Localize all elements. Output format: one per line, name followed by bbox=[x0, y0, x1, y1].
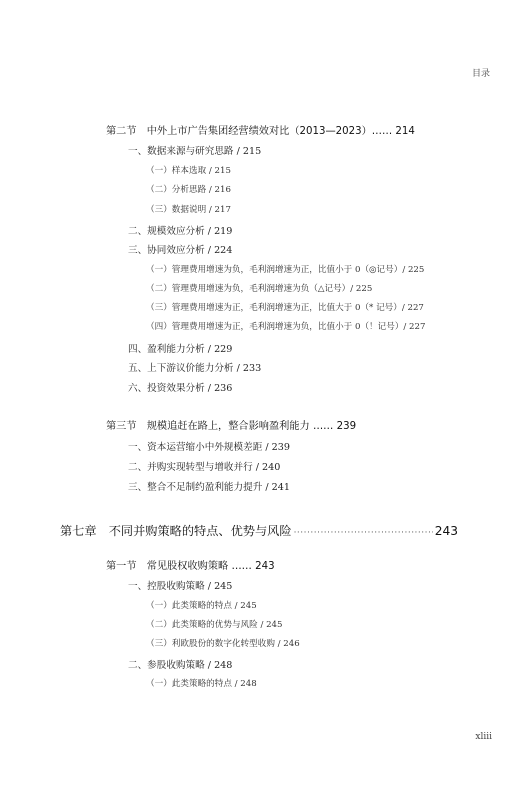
toc-item[interactable]: 五、上下游议价能力分析 / 233 bbox=[128, 363, 262, 374]
toc-subitem[interactable]: （三）利欧股份的数字化转型收购 / 246 bbox=[146, 639, 300, 649]
chapter-title: 第七章 不同并购策略的特点、优势与风险 bbox=[60, 524, 292, 538]
toc-item[interactable]: 一、资本运营缩小中外规模差距 / 239 bbox=[128, 442, 290, 453]
toc-item[interactable]: 二、参股收购策略 / 248 bbox=[128, 660, 233, 671]
chapter-page: 243 bbox=[434, 524, 458, 538]
page-number: xliii bbox=[475, 732, 492, 742]
toc-subitem[interactable]: （一）此类策略的特点 / 245 bbox=[146, 601, 257, 611]
toc-chapter-7[interactable] bbox=[60, 522, 458, 539]
toc-item[interactable]: 三、协同效应分析 / 224 bbox=[128, 245, 233, 256]
toc-section-3[interactable]: 第三节 规模追赶在路上，整合影响盈利能力 …… 239 bbox=[106, 421, 357, 432]
toc-subitem[interactable]: （二）此类策略的优势与风险 / 245 bbox=[146, 620, 283, 630]
toc-item[interactable]: 三、整合不足制约盈利能力提升 / 241 bbox=[128, 482, 290, 493]
toc-subitem[interactable]: （三）管理费用增速为正，毛利润增速为正，比值大于 0（* 记号）/ 227 bbox=[146, 303, 424, 313]
toc-subitem[interactable]: （三）数据说明 / 217 bbox=[146, 205, 231, 215]
toc-item[interactable]: 六、投资效果分析 / 236 bbox=[128, 383, 233, 394]
toc-item[interactable]: 一、数据来源与研究思路 / 215 bbox=[128, 146, 262, 157]
toc-subitem[interactable]: （一）样本选取 / 215 bbox=[146, 166, 231, 176]
toc-section-1[interactable]: 第一节 常见股权收购策略 …… 243 bbox=[106, 561, 275, 572]
toc-subitem[interactable]: （四）管理费用增速为正，毛利润增速为负，比值小于 0（！记号）/ 227 bbox=[146, 322, 426, 332]
toc-subitem[interactable]: （二）分析思路 / 216 bbox=[146, 185, 231, 195]
toc-subitem[interactable]: （一）管理费用增速为负，毛利润增速为正，比值小于 0（◎记号）/ 225 bbox=[146, 265, 425, 275]
toc-item[interactable]: 二、规模效应分析 / 219 bbox=[128, 226, 233, 237]
running-head: 目录 bbox=[471, 69, 490, 79]
leader-dots bbox=[294, 528, 433, 538]
toc-subitem[interactable]: （一）此类策略的特点 / 248 bbox=[146, 679, 257, 689]
toc-subitem[interactable]: （二）管理费用增速为负，毛利润增速为负（△记号）/ 225 bbox=[146, 284, 373, 294]
toc-item[interactable]: 二、并购实现转型与增收并行 / 240 bbox=[128, 462, 281, 473]
toc-item[interactable]: 四、盈利能力分析 / 229 bbox=[128, 344, 233, 355]
toc-item[interactable]: 一、控股收购策略 / 245 bbox=[128, 581, 233, 592]
toc-section-2[interactable]: 第二节 中外上市广告集团经营绩效对比（2013—2023）…… 214 bbox=[106, 126, 415, 137]
